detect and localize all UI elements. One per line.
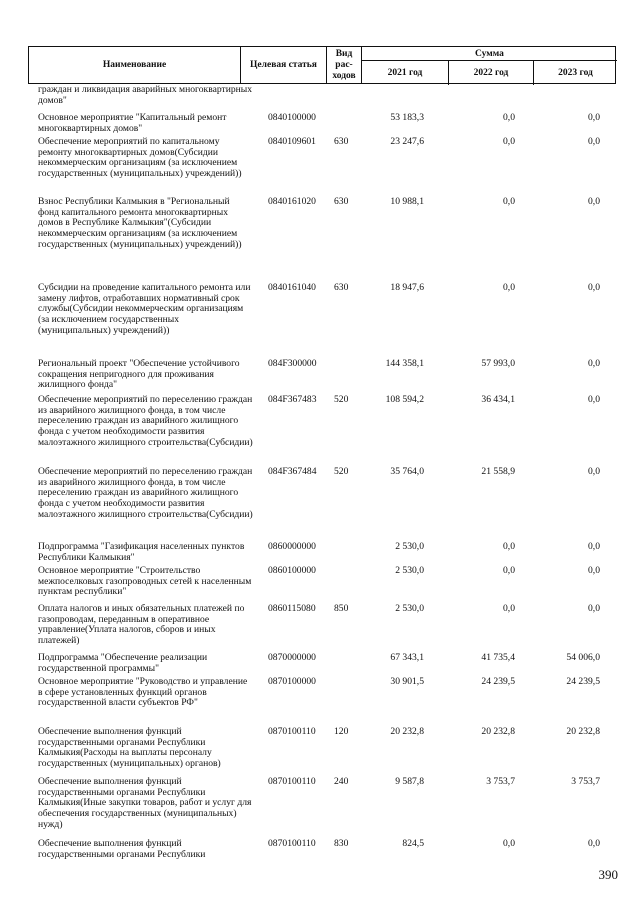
header-sum: Сумма	[362, 47, 617, 61]
row-target-code: 084F367483	[268, 394, 317, 405]
header-name: Наименование	[29, 47, 241, 83]
row-value-2022: 0,0	[503, 112, 515, 123]
row-value-2023: 3 753,7	[571, 776, 600, 787]
row-value-2022: 0,0	[503, 541, 515, 552]
row-expense-type: 240	[334, 776, 349, 787]
row-name: Обеспечение выполнения функций государственными органами Республики	[38, 838, 206, 860]
row-value-2022: 0,0	[503, 282, 515, 293]
row-value-2021: 824,5	[402, 838, 424, 849]
table-header	[28, 46, 616, 84]
row-target-code: 0860000000	[268, 541, 316, 552]
row-value-2023: 0,0	[588, 541, 600, 552]
row-value-2023: 24 239,5	[566, 676, 600, 687]
row-value-2022: 21 558,9	[481, 466, 515, 477]
row-value-2022: 0,0	[503, 196, 515, 207]
row-target-code: 0840161040	[268, 282, 316, 293]
row-target-code: 0860100000	[268, 565, 316, 576]
row-value-2022: 0,0	[503, 838, 515, 849]
row-target-code: 0840161020	[268, 196, 316, 207]
row-name: Региональный проект "Обеспечение устойчивого сокращения непригодного для проживания жилищного фонда"	[38, 358, 240, 391]
row-value-2022: 24 239,5	[481, 676, 515, 687]
row-value-2021: 53 183,3	[390, 112, 424, 123]
row-value-2023: 0,0	[588, 196, 600, 207]
row-value-2021: 30 901,5	[390, 676, 424, 687]
row-name: Основное мероприятие "Капитальный ремонт многоквартирных домов"	[38, 112, 227, 134]
row-expense-type: 630	[334, 196, 349, 207]
row-expense-type: 830	[334, 838, 349, 849]
row-value-2022: 3 753,7	[486, 776, 515, 787]
row-value-2022: 20 232,8	[481, 726, 515, 737]
row-value-2023: 0,0	[588, 466, 600, 477]
row-target-code: 0840109601	[268, 136, 316, 147]
row-value-2022: 0,0	[503, 136, 515, 147]
row-value-2021: 18 947,6	[390, 282, 424, 293]
row-target-code: 0870000000	[268, 652, 316, 663]
row-value-2021: 108 594,2	[385, 394, 424, 405]
row-value-2023: 0,0	[588, 603, 600, 614]
row-name: граждан и ликвидация аварийных многоквартирных домов"	[38, 84, 253, 106]
row-name: Основное мероприятие "Руководство и управление в сфере установленных функций органов государственной власти субъектов РФ"	[38, 676, 248, 709]
row-value-2021: 144 358,1	[385, 358, 424, 369]
row-target-code: 0840100000	[268, 112, 316, 123]
page-number: 390	[598, 867, 618, 882]
row-target-code: 084F300000	[268, 358, 317, 369]
row-value-2023: 0,0	[588, 136, 600, 147]
row-name: Обеспечение мероприятий по капитальному ремонту многоквартирных домов(Субсидии некоммерческим организациям (за исключением государственных (муниципальных) учреждений))	[38, 136, 242, 180]
row-name: Обеспечение мероприятий по переселению граждан из аварийного жилищного фонда, в том числе переселению граждан из аварийного жилищного фонда с учетом необходимости развития малоэтажного жилищного строительства(Субсидии)	[38, 466, 253, 520]
row-value-2023: 0,0	[588, 358, 600, 369]
row-target-code: 0870100110	[268, 726, 316, 737]
row-name: Субсидии на проведение капитального ремонта или замену лифтов, отработавших нормативный срок службы(Субсидии некоммерческим организациям (за исключением государственных (муниципальных) учреждений))	[38, 282, 251, 336]
row-value-2023: 0,0	[588, 394, 600, 405]
row-value-2022: 41 735,4	[481, 652, 515, 663]
row-target-code: 0870100110	[268, 776, 316, 787]
row-value-2021: 2 530,0	[395, 565, 424, 576]
row-value-2021: 2 530,0	[395, 603, 424, 614]
header-year-2021: 2021 год	[362, 61, 449, 85]
row-name: Основное мероприятие "Строительство межпоселковых газопроводных сетей к населенным пунктам республики"	[38, 565, 252, 598]
row-name: Обеспечение выполнения функций государственными органами Республики Калмыкия(Расходы на выплаты персоналу государственных (муниципальных) органов)	[38, 726, 221, 770]
row-expense-type: 630	[334, 282, 349, 293]
row-value-2023: 0,0	[588, 838, 600, 849]
row-value-2021: 23 247,6	[390, 136, 424, 147]
row-name: Взнос Республики Калмыкия в "Региональный фонд капитального ремонта многоквартирных домов в Республике Калмыкия"(Субсидии некоммерческим организациям (за исключением государственных (муниципальных) учреждений))	[38, 196, 242, 250]
row-name: Подпрограмма "Обеспечение реализации государственной программы"	[38, 652, 208, 674]
row-expense-type: 120	[334, 726, 349, 737]
header-type: Вид рас-ходов	[327, 47, 362, 83]
row-value-2023: 0,0	[588, 112, 600, 123]
row-value-2021: 2 530,0	[395, 541, 424, 552]
row-value-2021: 9 587,8	[395, 776, 424, 787]
row-value-2021: 35 764,0	[390, 466, 424, 477]
row-value-2022: 0,0	[503, 603, 515, 614]
row-target-code: 0860115080	[268, 603, 316, 614]
row-expense-type: 520	[334, 466, 349, 477]
row-value-2021: 67 343,1	[390, 652, 424, 663]
row-expense-type: 520	[334, 394, 349, 405]
row-expense-type: 850	[334, 603, 349, 614]
row-value-2022: 0,0	[503, 565, 515, 576]
row-target-code: 0870100000	[268, 676, 316, 687]
header-year-2023: 2023 год	[558, 68, 593, 78]
row-value-2022: 36 434,1	[481, 394, 515, 405]
row-value-2021: 10 988,1	[390, 196, 424, 207]
row-value-2022: 57 993,0	[481, 358, 515, 369]
row-value-2021: 20 232,8	[390, 726, 424, 737]
header-year-2022: 2022 год	[449, 61, 534, 85]
row-value-2023: 0,0	[588, 565, 600, 576]
row-target-code: 084F367484	[268, 466, 317, 477]
row-value-2023: 0,0	[588, 282, 600, 293]
row-name: Обеспечение мероприятий по переселению граждан из аварийного жилищного фонда, в том числе переселению граждан из аварийного жилищного фонда с учетом необходимости развития малоэтажного жилищного строительства(Субсидии)	[38, 394, 253, 448]
row-name: Подпрограмма "Газификация населенных пунктов Республики Калмыкия"	[38, 541, 245, 563]
row-name: Обеспечение выполнения функций государственными органами Республики Калмыкия(Иные закупки товаров, работ и услуг для обеспечения государственных (муниципальных) нужд)	[38, 776, 252, 830]
row-target-code: 0870100110	[268, 838, 316, 849]
row-value-2023: 20 232,8	[566, 726, 600, 737]
row-name: Оплата налогов и иных обязательных платежей по газопроводам, переданным в оперативное управление(Уплата налогов, сборов и иных платежей)	[38, 603, 245, 647]
row-value-2023: 54 006,0	[566, 652, 600, 663]
row-expense-type: 630	[334, 136, 349, 147]
header-target: Целевая статья	[241, 47, 327, 83]
